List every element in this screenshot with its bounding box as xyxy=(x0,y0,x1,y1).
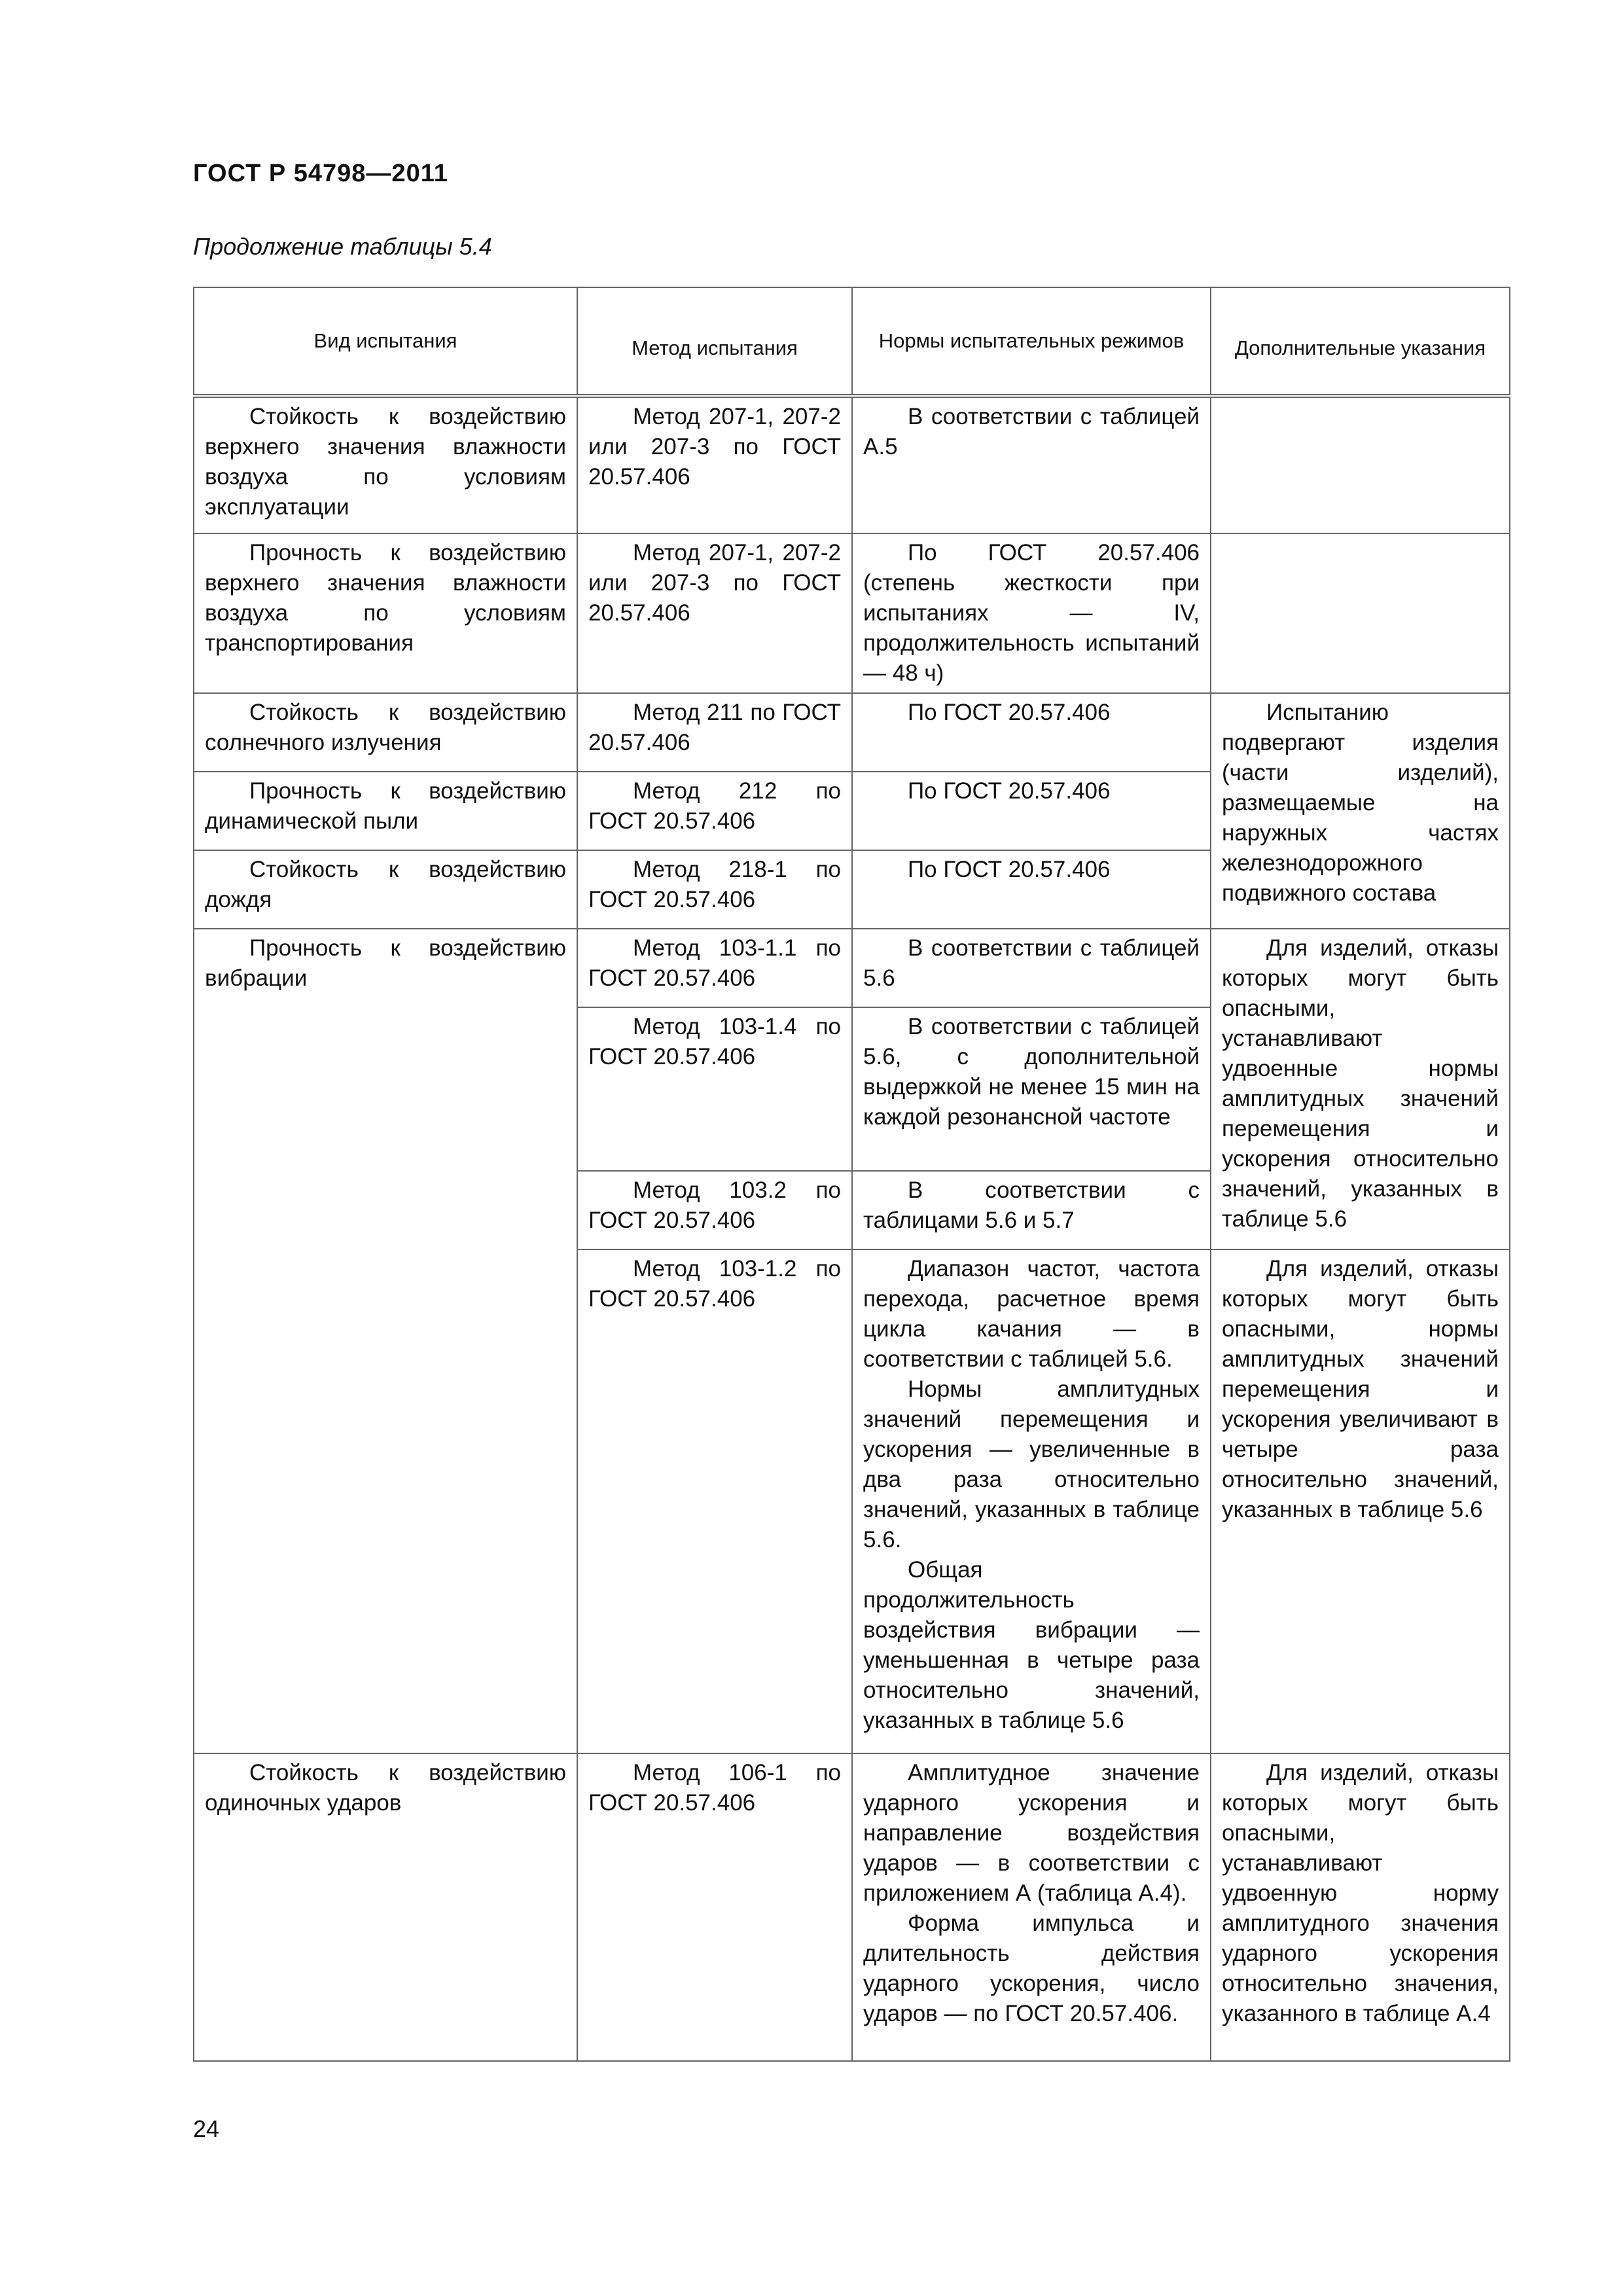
table-header-row xyxy=(194,287,1510,396)
page-number: 24 xyxy=(193,2115,220,2142)
norms-cell: Амплитудное значение ударного ускорения и направление воздействия ударов — в соответствии с приложением А (таблица А.4). Форма импульса и длительность действия ударного ускорения, число ударов — по ГОСТ 20.57.406. xyxy=(852,1753,1211,2061)
test-table xyxy=(193,287,1510,2062)
notes-cell: Для изделий, отказы которых могут быть опасными, нормы амплитудных значений перемещения и ускорения увеличивают в четыре раза относительно значений, указанных в таблице 5.6 xyxy=(1211,1249,1510,1753)
method-cell: Метод 218-1 по ГОСТ 20.57.406 xyxy=(577,850,852,929)
test-cell: Стойкость к воздействию солнечного излучения xyxy=(194,693,577,772)
test-cell: Прочность к воздействию вибрации xyxy=(194,929,577,1753)
test-cell: Стойкость к воздействию верхнего значения влажности воздуха по условиям эксплуатации xyxy=(194,396,577,533)
table-row xyxy=(194,396,1510,533)
method-cell: Метод 212 по ГОСТ 20.57.406 xyxy=(577,772,852,850)
table-row xyxy=(194,533,1510,693)
notes-cell xyxy=(1211,396,1510,533)
table-row xyxy=(194,693,1510,772)
table-caption: Продолжение таблицы 5.4 xyxy=(193,233,492,260)
table-row xyxy=(194,929,1510,1007)
norms-cell: По ГОСТ 20.57.406 (степень жесткости при испытаниях — IV, продолжительность испытаний — 48 ч) xyxy=(852,533,1211,693)
norms-cell: Диапазон частот, частота перехода, расчетное время цикла качания — в соответствии с таблицей 5.6. Нормы амплитудных значений перемещения и ускорения — увеличенные в два раза относительно значений, указанных в таблице 5.6. Общая продолжительность воздействия вибрации — уменьшенная в четыре раза относительно значений, указанных в таблице 5.6 xyxy=(852,1249,1211,1753)
header-norms: Нормы испытательных режимов xyxy=(852,287,1211,396)
method-cell: Метод 103.2 по ГОСТ 20.57.406 xyxy=(577,1171,852,1249)
header-test-type: Вид испытания xyxy=(194,287,577,396)
notes-cell: Для изделий, отказы которых могут быть опасными, устанавливают удвоенную норму амплитудного значения ударного ускорения относительно значения, указанного в таблице А.4 xyxy=(1211,1753,1510,2061)
norms-cell: В соответствии с таблицами 5.6 и 5.7 xyxy=(852,1171,1211,1249)
method-cell: Метод 103-1.1 по ГОСТ 20.57.406 xyxy=(577,929,852,1007)
method-cell: Метод 211 по ГОСТ 20.57.406 xyxy=(577,693,852,772)
notes-cell xyxy=(1211,533,1510,693)
test-cell: Стойкость к воздействию одиночных ударов xyxy=(194,1753,577,2061)
notes-cell: Для изделий, отказы которых могут быть опасными, устанавливают удвоенные нормы амплитудных значений перемещения и ускорения относительно значений, указанных в таблице 5.6 xyxy=(1211,929,1510,1249)
test-cell: Прочность к воздействию верхнего значения влажности воздуха по условиям транспортирования xyxy=(194,533,577,693)
document-title: ГОСТ Р 54798—2011 xyxy=(193,160,448,187)
norms-cell: По ГОСТ 20.57.406 xyxy=(852,693,1211,772)
method-cell: Метод 207-1, 207-2 или 207-3 по ГОСТ 20.57.406 xyxy=(577,396,852,533)
header-notes: Дополнительные указания xyxy=(1211,287,1510,396)
test-cell: Стойкость к воздействию дождя xyxy=(194,850,577,929)
header-method: Метод испытания xyxy=(577,287,852,396)
norms-cell: В соответствии с таблицей А.5 xyxy=(852,396,1211,533)
method-cell: Метод 103-1.4 по ГОСТ 20.57.406 xyxy=(577,1007,852,1171)
norms-cell: По ГОСТ 20.57.406 xyxy=(852,772,1211,850)
norms-cell: По ГОСТ 20.57.406 xyxy=(852,850,1211,929)
norms-cell: В соответствии с таблицей 5.6 xyxy=(852,929,1211,1007)
method-cell: Метод 207-1, 207-2 или 207-3 по ГОСТ 20.57.406 xyxy=(577,533,852,693)
notes-cell: Испытанию подвергают изделия (части изделий), размещаемые на наружных частях железнодорожного подвижного состава xyxy=(1211,693,1510,929)
method-cell: Метод 103-1.2 по ГОСТ 20.57.406 xyxy=(577,1249,852,1753)
test-cell: Прочность к воздействию динамической пыли xyxy=(194,772,577,850)
norms-cell: В соответствии с таблицей 5.6, с дополнительной выдержкой не менее 15 мин на каждой резонансной частоте xyxy=(852,1007,1211,1171)
table-row xyxy=(194,1753,1510,2061)
method-cell: Метод 106-1 по ГОСТ 20.57.406 xyxy=(577,1753,852,2061)
